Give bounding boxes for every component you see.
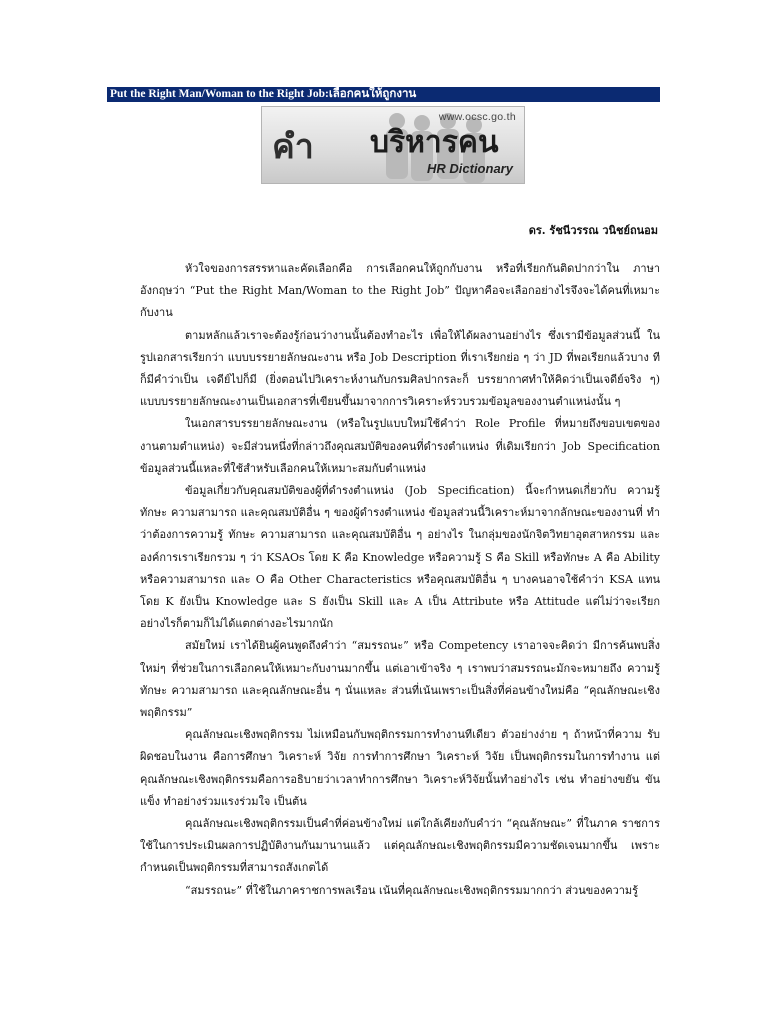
banner-url: www.ocsc.go.th	[438, 111, 516, 123]
paragraph: ข้อมูลเกี่ยวกับคุณสมบัติของผู้ที่ดำรงตำแหน่ง (Job Specification) นี้จะกำหนดเกี่ยวกับ ความรู้ ทักษะ ความสามารถ และคุณสมบัติอื่น ๆ ของผู้ดำรงตำแหน่ง ข้อมูลส่วนนี้วิเคราะห์มาจากลักษณะของงานที่ ทำ ว่าต้องการความรู้ ทักษะ ความสามารถ และคุณสมบัติอื่น ๆ อย่างไร ในกลุ่มของนักจิตวิทยาอุตสาหกรรม และองค์การเราเรียกรวม ๆ ว่า KSAOs โดย K คือ Knowledge หรือความรู้ S คือ Skill หรือทักษะ A คือ Ability หรือความสามารถ และ O คือ Other Characteristics หรือคุณสมบัติอื่น ๆ บางคนอาจใช้คำว่า KSA แทนโดย K ยังเป็น Knowledge และ S ยังเป็น Skill และ A เป็น Attribute หรือ Attitude แต่ไม่ว่าจะเรียก อย่างไรก็ตามก็ไม่ได้แตกต่างอะไรมากนัก	[140, 484, 660, 631]
article-title-bar: Put the Right Man/Woman to the Right Job:เลือกคนให้ถูกงาน	[107, 87, 660, 102]
article-body	[140, 258, 660, 902]
hr-dictionary-banner	[261, 106, 525, 184]
author-name: ดร. รัชนีวรรณ วนิชย์ถนอม	[528, 224, 658, 237]
paragraph: ตามหลักแล้วเราจะต้องรู้ก่อนว่างานนั้นต้องทำอะไร เพื่อให้ได้ผลงานอย่างไร ซึ่งเรามีข้อมูลส่วนนี้ ในรูปเอกสารเรียกว่า แบบบรรยายลักษณะงาน หรือ Job Description ที่เราเรียกย่อ ๆ ว่า JD ที่พอเรียกแล้วบาง ทีก็มีคำว่าเป็น เจดีย์ไปก็มี (ยิ่งตอนไปวิเคราะห์งานกับกรมศิลปากรละก็ บรรยากาศทำให้คิดว่าเป็นเจดีย์จริง ๆ) แบบบรรยายลักษณะงานเป็นเอกสารที่เขียนขึ้นมาจากการวิเคราะห์รวบรวมข้อมูลของงานตำแหน่งนั้น ๆ	[140, 328, 660, 409]
paragraph: หัวใจของการสรรหาและคัดเลือกคือ การเลือกคนให้ถูกกับงาน หรือที่เรียกกันติดปากว่าใน ภาษาอังกฤษว่า “Put the Right Man/Woman to the Right Job” ปัญหาคือจะเลือกอย่างไรจึงจะได้คนที่เหมาะ กับงาน	[140, 262, 660, 320]
banner-subtitle: HR Dictionary	[427, 161, 513, 176]
paragraph: ในเอกสารบรรยายลักษณะงาน (หรือในรูปแบบใหม่ใช้คำว่า Role Profile ที่หมายถึงขอบเขตของ งานตามตำแหน่ง) จะมีส่วนหนึ่งที่กล่าวถึงคุณสมบัติของคนที่ดำรงตำแหน่ง ที่เดิมเรียกว่า Job Specification ข้อมูลส่วนนี้แหละที่ใช้สำหรับเลือกคนให้เหมาะสมกับตำแหน่ง	[140, 417, 660, 475]
paragraph: คุณลักษณะเชิงพฤติกรรม ไม่เหมือนกับพฤติกรรมการทำงานทีเดียว ตัวอย่างง่าย ๆ ถ้าหน้าที่ความ รับผิดชอบในงาน คือการศึกษา วิเคราะห์ วิจัย การทำการศึกษา วิเคราะห์ วิจัย เป็นพฤติกรรมในการทำงาน แต่ คุณลักษณะเชิงพฤติกรรมคือการอธิบายว่าเวลาทำการศึกษา วิเคราะห์วิจัยนั้นทำอย่างไร เช่น ทำอย่างขยัน ขันแข็ง ทำอย่างร่วมแรงร่วมใจ เป็นต้น	[140, 728, 660, 808]
banner-word-borihan-khon: บริหารคน	[370, 125, 499, 160]
paragraph: คุณลักษณะเชิงพฤติกรรมเป็นคำที่ค่อนข้างใหม่ แต่ใกล้เคียงกับคำว่า “คุณลักษณะ” ที่ในภาค ราชการใช้ในการประเมินผลการปฏิบัติงานกันมานานแล้ว แต่คุณลักษณะเชิงพฤติกรรมมีความชัดเจนมากขึ้น เพราะกำหนดเป็นพฤติกรรมที่สามารถสังเกตได้	[140, 817, 660, 875]
banner-word-kham: คำ	[272, 127, 314, 167]
paragraph: “สมรรถนะ” ที่ใช้ในภาคราชการพลเรือน เน้นที่คุณลักษณะเชิงพฤติกรรมมากกว่า ส่วนของความรู้	[185, 883, 639, 897]
paragraph: สมัยใหม่ เราได้ยินผู้คนพูดถึงคำว่า “สมรรถนะ” หรือ Competency เราอาจจะคิดว่า มีการค้นพบสิ่ง ใหม่ๆ ที่ช่วยในการเลือกคนให้เหมาะกับงานมากขึ้น แต่เอาเข้าจริง ๆ เราพบว่าสมรรถนะมักจะหมายถึง ความรู้ ทักษะ ความสามารถ และคุณลักษณะอื่น ๆ นั่นแหละ ส่วนที่เน้นเพราะเป็นสิ่งที่ค่อนข้างใหม่คือ “คุณลักษณะเชิงพฤติกรรม”	[140, 639, 660, 720]
